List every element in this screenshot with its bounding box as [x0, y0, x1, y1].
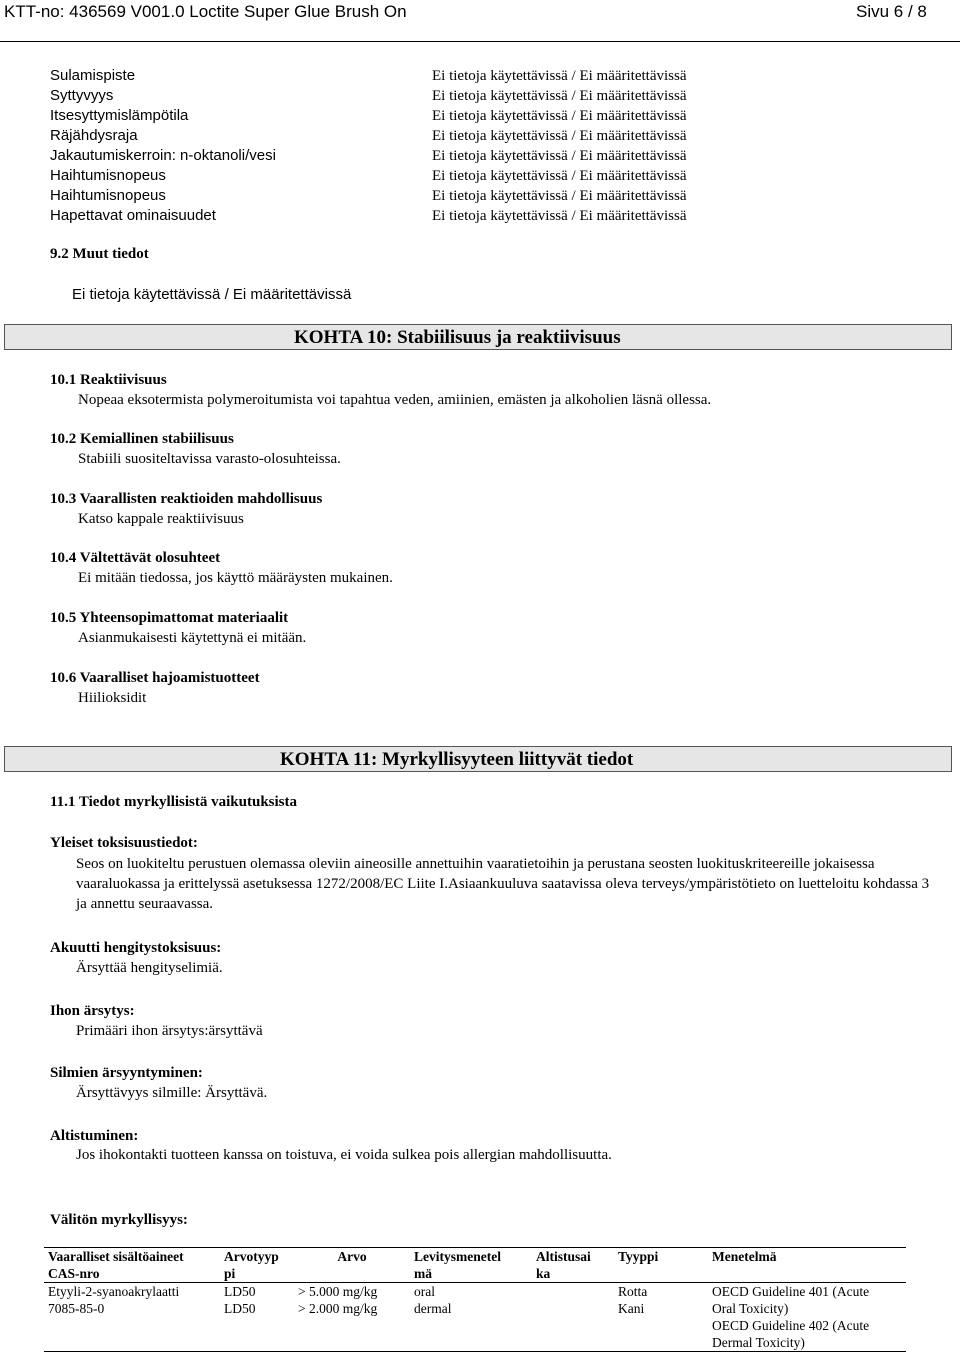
property-value: Ei tietoja käytettävissä / Ei määritettävissä: [432, 188, 687, 204]
subsection-text: Hiilioksidit: [78, 690, 147, 706]
property-value: Ei tietoja käytettävissä / Ei määritettävissä: [432, 108, 687, 124]
property-value: Ei tietoja käytettävissä / Ei määritettävissä: [432, 148, 687, 164]
subsection-text: Stabiili suositeltavissa varasto-olosuhteissa.: [78, 451, 341, 467]
cell-type: LD50 LD50: [224, 1284, 256, 1316]
table-header-row: [44, 1248, 906, 1283]
col-header-type: Arvotyyp pi: [224, 1249, 279, 1281]
property-label: Syttyvyys: [50, 87, 114, 104]
col-header-method: Menetelmä: [712, 1249, 777, 1264]
subsection-title: 11.1 Tiedot myrkyllisistä vaikutuksista: [50, 794, 298, 810]
general-tox-text: Seos on luokiteltu perustuen olemassa oleviin aineosille annettuihin vaaratietoihin ja perustana seosten luokituskriteereille jokaisessa vaaraluokassa ja erittelyssä asetuksessa 1272/2008/EC Liite I.Asiaankuuluva saatavissa oleva terveys/ympäristötieto on luetteloitu kohdassa 3 ja annettu seuraavassa.: [76, 856, 930, 912]
property-value: Ei tietoja käytettävissä / Ei määritettävissä: [432, 68, 687, 84]
acute-tox-title: Välitön myrkyllisyys:: [50, 1212, 188, 1228]
document-header-title: KTT-no: 436569 V001.0 Loctite Super Glue Brush On: [4, 2, 407, 21]
subsection-text: Ei mitään tiedossa, jos käyttö määräysten mukainen.: [78, 570, 393, 586]
subsection-title: 9.2 Muut tiedot: [50, 246, 149, 262]
col-header-exposure: Altistusai ka: [536, 1249, 591, 1281]
block-text: Jos ihokontakti tuotteen kanssa on toistuva, ei voida sulkea pois allergian mahdollisuutta.: [76, 1147, 612, 1163]
cell-species: Rotta Kani: [618, 1284, 648, 1316]
property-label: Jakautumiskerroin: n-oktanoli/vesi: [50, 147, 276, 164]
subsection-text: Nopeaa eksotermista polymeroitumista voi tapahtua veden, amiinien, emästen ja alkoholien läsnä ollessa.: [78, 392, 712, 408]
block-title: Silmien ärsyyntyminen:: [50, 1065, 203, 1081]
property-label: Itsesyttymislämpötila: [50, 107, 189, 124]
property-label: Sulamispiste: [50, 67, 136, 84]
subsection-title: 10.2 Kemiallinen stabiilisuus: [50, 431, 234, 447]
block-title: Akuutti hengitystoksisuus:: [50, 940, 222, 956]
block-text: Ärsyttävyys silmille: Ärsyttävä.: [76, 1085, 268, 1101]
cell-method: OECD Guideline 401 (Acute Oral Toxicity) OECD Guideline 402 (Acute Dermal Toxicity): [712, 1284, 870, 1350]
section-11-title: KOHTA 11: Myrkyllisyyteen liittyvät tiedot: [280, 749, 634, 770]
cell-route: oral dermal: [414, 1284, 452, 1316]
section-10-title: KOHTA 10: Stabiilisuus ja reaktiivisuus: [294, 327, 621, 348]
col-header-species: Tyyppi: [618, 1249, 659, 1264]
table-row: [44, 1283, 906, 1352]
col-header-substance: Vaaralliset sisältöaineet CAS-nro: [48, 1249, 184, 1281]
subsection-text: Ei tietoja käytettävissä / Ei määritettävissä: [72, 286, 352, 303]
property-value: Ei tietoja käytettävissä / Ei määritettävissä: [432, 88, 687, 104]
property-value: Ei tietoja käytettävissä / Ei määritettävissä: [432, 128, 687, 144]
cell-exposure: [532, 1283, 614, 1352]
block-title: Altistuminen:: [50, 1128, 139, 1144]
header-rule: [0, 41, 960, 42]
property-value: Ei tietoja käytettävissä / Ei määritettävissä: [432, 208, 687, 224]
property-labels: [50, 66, 276, 226]
block-text: Primääri ihon ärsytys:ärsyttävä: [76, 1023, 263, 1039]
cell-substance: Etyyli-2-syanoakrylaatti 7085-85-0: [48, 1284, 180, 1316]
subsection-title: 10.3 Vaarallisten reaktioiden mahdollisuus: [50, 491, 323, 507]
col-header-route: Levitysmenetel mä: [414, 1249, 501, 1281]
property-label: Haihtumisnopeus: [50, 167, 166, 184]
subsection-text: Asianmukaisesti käytettynä ei mitään.: [78, 630, 307, 646]
property-values: [432, 66, 687, 226]
block-title: Ihon ärsytys:: [50, 1003, 135, 1019]
subsection-text: Katso kappale reaktiivisuus: [78, 511, 244, 527]
cell-value: > 5.000 mg/kg > 2.000 mg/kg: [298, 1284, 378, 1316]
subsection-title: 10.6 Vaaralliset hajoamistuotteet: [50, 670, 260, 686]
property-label: Haihtumisnopeus: [50, 187, 166, 204]
page-number: Sivu 6 / 8: [856, 2, 927, 21]
property-value: Ei tietoja käytettävissä / Ei määritettävissä: [432, 168, 687, 184]
subsection-title: 10.1 Reaktiivisuus: [50, 372, 167, 388]
col-header-value: Arvo: [337, 1249, 367, 1264]
toxicity-table: [44, 1247, 906, 1352]
property-label: Hapettavat ominaisuudet: [50, 207, 216, 224]
block-text: Ärsyttää hengityselimiä.: [76, 960, 223, 976]
property-label: Räjähdysraja: [50, 127, 138, 144]
subsection-title: 10.4 Vältettävät olosuhteet: [50, 550, 221, 566]
subsection-title: 10.5 Yhteensopimattomat materiaalit: [50, 610, 289, 626]
general-tox-title: Yleiset toksisuustiedot:: [50, 835, 198, 851]
